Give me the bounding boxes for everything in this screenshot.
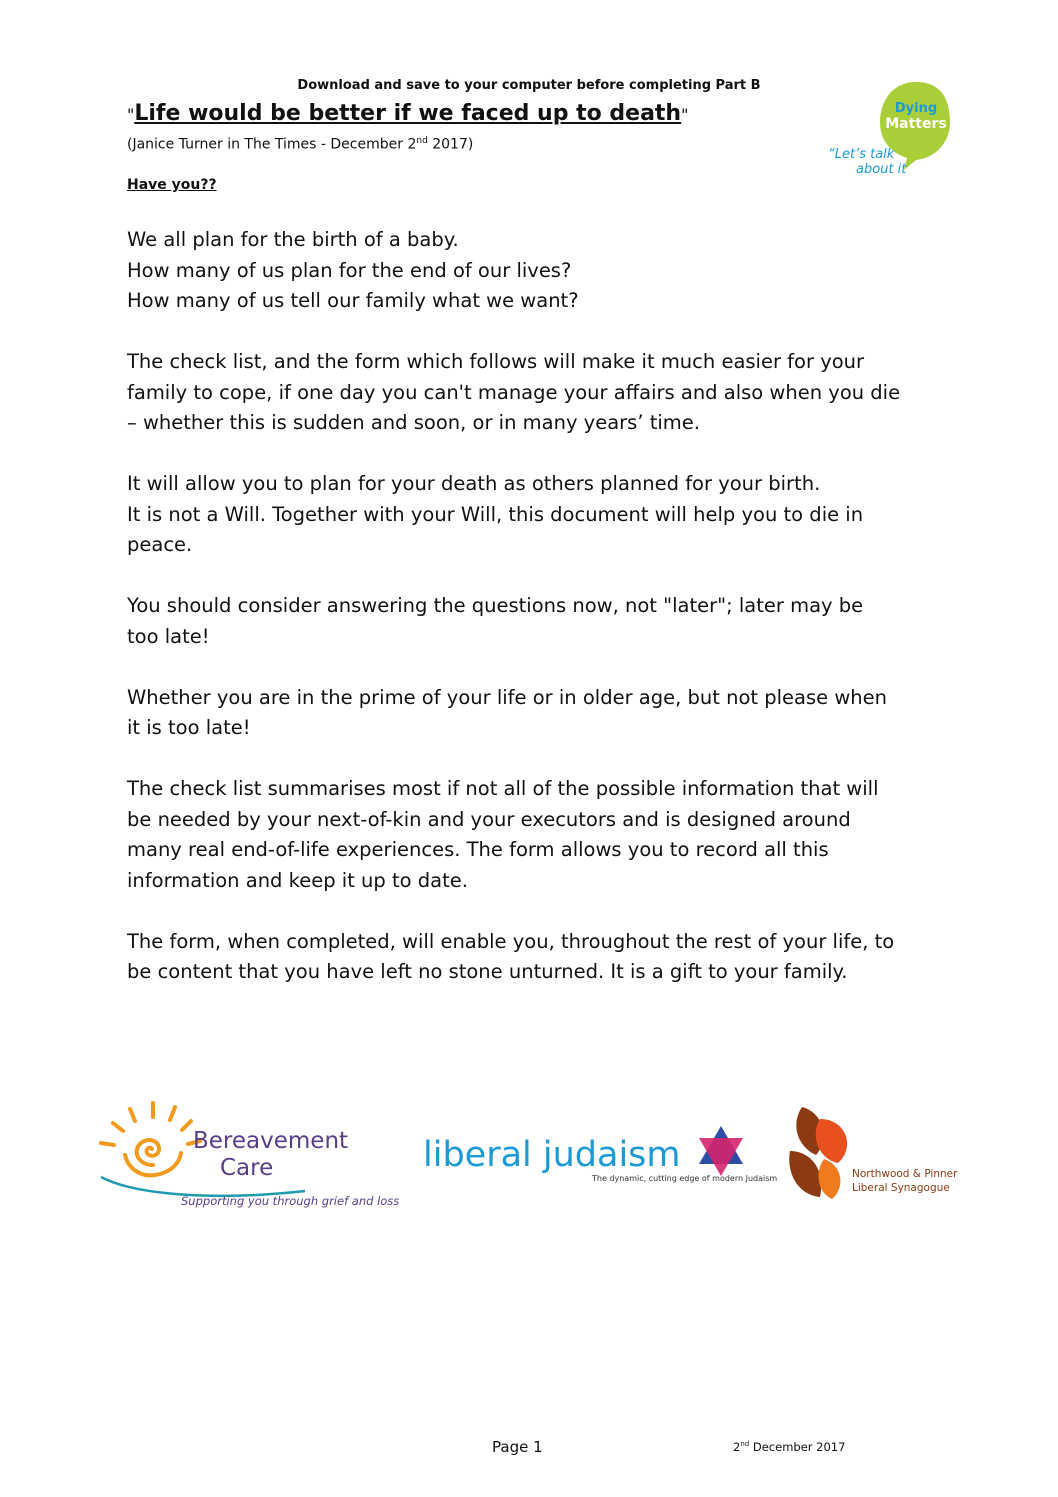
text-line: – whether this is sudden and soon, or in many years’ time. xyxy=(127,411,700,434)
dying-matters-tagline1: “Let’s talk xyxy=(828,147,895,162)
paragraph xyxy=(127,683,947,744)
northwood-pinner-logo xyxy=(780,1103,958,1203)
text-line: Whether you are in the prime of your life or in older age, but not please when xyxy=(127,685,887,709)
text-line: You should consider answering the questions now, not "later"; later may be xyxy=(127,594,864,617)
northwood-pinner-line2: Liberal Synagogue xyxy=(852,1182,950,1194)
northwood-pinner-line1: Northwood & Pinner xyxy=(852,1168,958,1180)
text-line: How many of us plan for the end of our lives? xyxy=(127,258,572,282)
leaves-icon xyxy=(789,1107,847,1199)
subtitle-ordinal: nd xyxy=(416,136,428,146)
text-line: peace. xyxy=(127,533,193,556)
text-line: How many of us tell our family what we want? xyxy=(127,289,579,312)
text-line: family to cope, if one day you can't manage your affairs and also when you die xyxy=(127,380,901,404)
spiral-icon xyxy=(137,1140,159,1165)
bereavement-care-logo xyxy=(95,1095,400,1210)
text-line: It will allow you to plan for your death as others planned for your birth. xyxy=(127,472,821,495)
text-line: The check list summarises most if not all of the possible information that will xyxy=(127,777,879,800)
subtitle-part-1: (Janice Turner in The Times - December 2 xyxy=(127,136,417,153)
dying-matters-logo xyxy=(820,80,960,180)
title-text: Life would be better if we faced up to death xyxy=(134,101,682,126)
text-line: We all plan for the birth of a baby. xyxy=(127,228,459,251)
swoosh-shape xyxy=(101,1177,305,1196)
text-line: It is not a Will. Together with your Will, this document will help you to die in xyxy=(127,502,864,526)
text-line: many real end-of-life experiences. The form allows you to record all this xyxy=(127,838,829,861)
liberal-judaism-logo xyxy=(420,1118,778,1188)
download-note: Download and save to your computer before completing Part B xyxy=(297,78,761,93)
bereavement-care-line1: Bereavement xyxy=(193,1128,349,1154)
text-line: be needed by your next-of-kin and your executors and is designed around xyxy=(127,807,851,831)
paragraph xyxy=(127,591,947,652)
paragraph xyxy=(127,927,947,988)
paragraph xyxy=(127,469,947,561)
text-line: information and keep it up to date. xyxy=(127,868,468,892)
bereavement-care-line2: Care xyxy=(220,1155,274,1181)
paragraph xyxy=(127,347,947,439)
footer-date-day: 2 xyxy=(733,1440,741,1454)
dying-matters-line1: Dying xyxy=(894,101,938,116)
subtitle-part-2: 2017) xyxy=(427,136,474,153)
section-heading: Have you?? xyxy=(127,177,217,193)
text-line: The check list, and the form which follows will make it much easier for your xyxy=(127,350,865,373)
text-line: The form, when completed, will enable you, throughout the rest of your life, to xyxy=(127,929,895,953)
text-line: be content that you have left no stone unturned. It is a gift to your family. xyxy=(127,960,848,983)
body-text xyxy=(127,225,947,1018)
footer-date-rest: December 2017 xyxy=(749,1440,846,1454)
star-of-david-icon xyxy=(699,1126,743,1176)
liberal-judaism-tagline: The dynamic, cutting edge of modern Judaism xyxy=(592,1174,778,1183)
page-title xyxy=(127,101,688,126)
page-number: Page 1 xyxy=(492,1438,543,1456)
footer-date xyxy=(733,1440,845,1454)
dying-matters-line2: Matters xyxy=(885,116,947,132)
text-line: it is too late! xyxy=(127,716,251,739)
title-close-quote: " xyxy=(681,105,689,124)
dying-matters-tagline2: about it xyxy=(856,162,907,177)
paragraph xyxy=(127,225,947,317)
text-line: too late! xyxy=(127,624,210,648)
bereavement-care-tagline: Supporting you through grief and loss xyxy=(181,1194,400,1208)
subtitle-citation xyxy=(127,136,473,153)
footer-date-ordinal: nd xyxy=(740,1440,750,1449)
paragraph xyxy=(127,774,947,896)
title-open-quote: " xyxy=(127,105,135,124)
liberal-judaism-name: liberal judaism xyxy=(423,1135,681,1175)
